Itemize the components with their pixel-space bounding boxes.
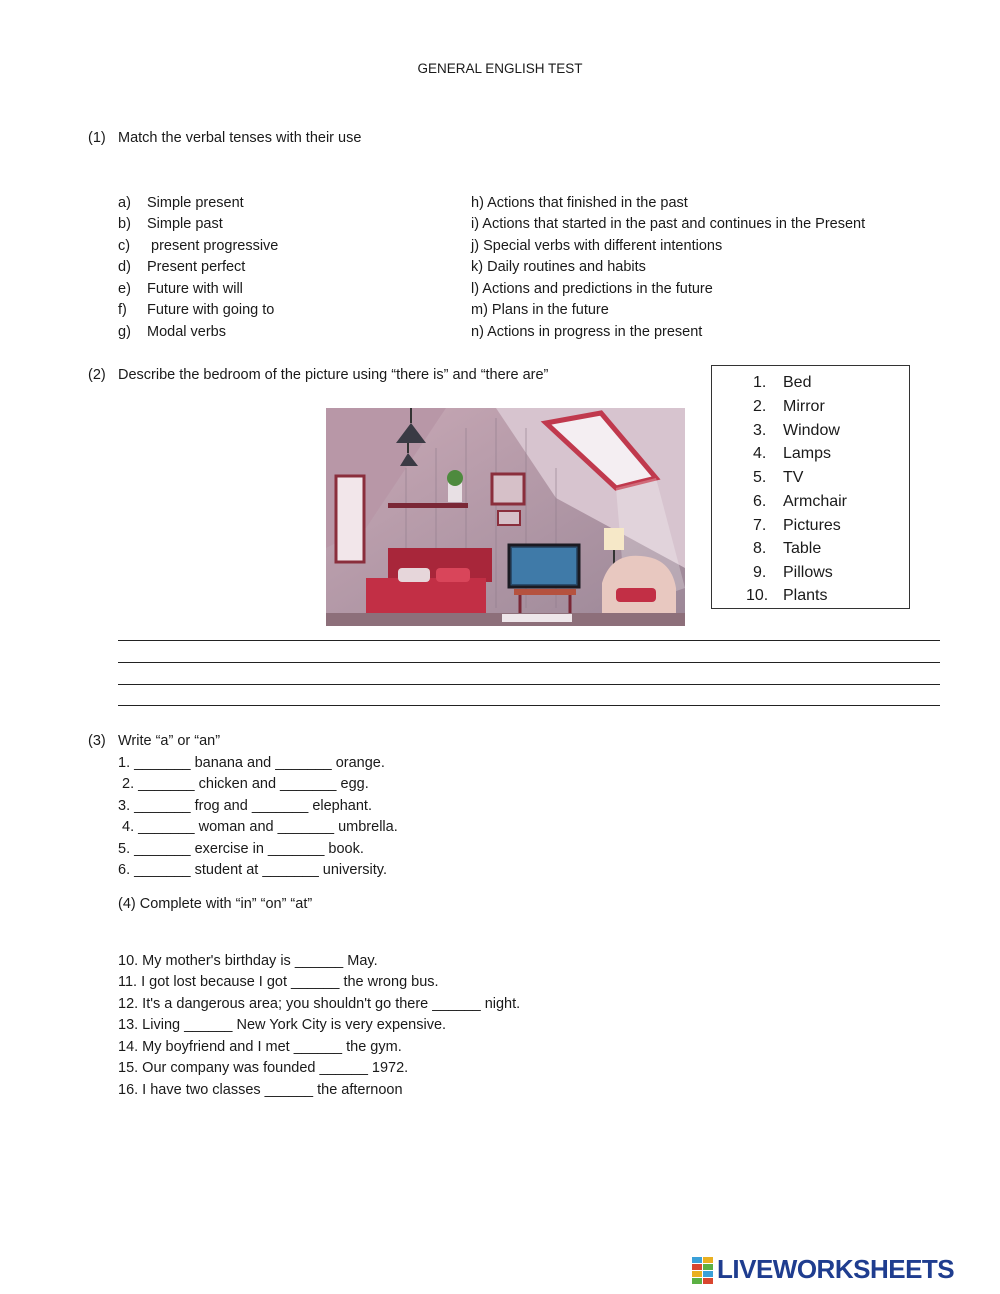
tense-item (118, 300, 274, 320)
item-text: Future with going to (147, 302, 275, 318)
rug (502, 614, 572, 622)
preposition-item[interactable]: 14. My boyfriend and I met ______ the gym. (118, 1039, 402, 1055)
mirror (336, 476, 364, 562)
use-item: i) Actions that started in the past and continues in the Present (471, 216, 866, 232)
vocab-item (753, 491, 847, 513)
vocab-word: Mirror (783, 398, 825, 415)
item-text: Simple present (147, 195, 244, 211)
item-letter: f) (118, 302, 127, 318)
item-text: present progressive (147, 238, 279, 254)
vocabulary-box (711, 365, 910, 609)
item-text: Simple past (147, 216, 223, 232)
vocab-number: 4. (753, 445, 767, 462)
q1-number: (1) (88, 130, 106, 146)
item-letter: d) (118, 259, 131, 275)
q4-instruction: (4) Complete with “in” “on” “at” (118, 896, 313, 912)
vocab-number: 7. (753, 517, 767, 534)
vocab-word: Pillows (783, 564, 833, 581)
q1-instruction: Match the verbal tenses with their use (118, 130, 362, 146)
answer-line[interactable] (118, 705, 940, 706)
bedroom-illustration (326, 408, 685, 626)
pillow (398, 568, 430, 582)
answer-line[interactable] (118, 684, 940, 685)
bed (366, 578, 486, 618)
vocab-word: Window (783, 422, 840, 439)
use-item: j) Special verbs with different intentions (471, 238, 723, 254)
preposition-item[interactable]: 11. I got lost because I got ______ the wrong bus. (118, 974, 439, 990)
answer-line[interactable] (118, 662, 940, 663)
article-item[interactable]: 4. _______ woman and _______ umbrella. (118, 819, 398, 835)
tv-screen (512, 548, 576, 584)
page-title: GENERAL ENGLISH TEST (417, 61, 583, 76)
q3-number: (3) (88, 733, 106, 749)
vocab-word: Pictures (783, 517, 841, 534)
q3-instruction: Write “a” or “an” (118, 733, 221, 749)
article-item[interactable]: 3. _______ frog and _______ elephant. (118, 798, 372, 814)
use-item: n) Actions in progress in the present (471, 324, 703, 340)
tense-item (118, 214, 223, 234)
liveworksheets-brand: LIVEWORKSHEETS (717, 1254, 955, 1284)
q2-instruction: Describe the bedroom of the picture using “there is” and “there are” (118, 367, 549, 383)
vocab-number: 10. (746, 587, 769, 604)
vocab-word: Bed (783, 374, 812, 391)
vocab-item (753, 515, 841, 537)
picture-frame (498, 511, 520, 525)
item-letter: b) (118, 216, 131, 232)
vocab-word: Lamps (783, 445, 832, 462)
vocab-word: Armchair (783, 493, 848, 510)
vocab-number: 9. (753, 564, 767, 581)
vocab-item (746, 585, 827, 607)
item-letter: a) (118, 195, 131, 211)
article-item[interactable]: 1. _______ banana and _______ orange. (118, 755, 385, 771)
table (514, 589, 576, 595)
item-text: Modal verbs (147, 324, 226, 340)
vocab-word: Plants (783, 587, 828, 604)
picture-frame (492, 474, 524, 504)
item-text: Present perfect (147, 259, 246, 275)
vocab-number: 1. (753, 374, 767, 391)
item-letter: e) (118, 281, 131, 297)
item-text: Future with will (147, 281, 243, 297)
floor-lamp-shade (604, 528, 624, 550)
preposition-item[interactable]: 12. It's a dangerous area; you shouldn't go there ______ night. (118, 996, 521, 1012)
vocab-item (753, 420, 840, 442)
vocab-item (753, 443, 831, 465)
article-item[interactable]: 2. _______ chicken and _______ egg. (118, 776, 369, 792)
vocab-number: 5. (753, 469, 767, 486)
answer-line[interactable] (118, 640, 940, 641)
armchair-pillow (616, 588, 656, 602)
vocab-item (753, 562, 833, 584)
preposition-item[interactable]: 15. Our company was founded ______ 1972. (118, 1060, 409, 1076)
pillow (436, 568, 470, 582)
vocab-item (753, 372, 811, 394)
use-item: l) Actions and predictions in the future (471, 281, 713, 297)
preposition-item[interactable]: 10. My mother's birthday is ______ May. (118, 953, 378, 969)
tense-item (118, 193, 244, 213)
use-item: m) Plans in the future (471, 302, 609, 318)
use-item: k) Daily routines and habits (471, 259, 646, 275)
use-item: h) Actions that finished in the past (471, 195, 688, 211)
vocab-number: 2. (753, 398, 767, 415)
liveworksheets-logo-icon (692, 1257, 714, 1285)
article-item[interactable]: 6. _______ student at _______ university. (118, 862, 387, 878)
tense-item (118, 322, 226, 342)
q2-number: (2) (88, 367, 106, 383)
vocab-word: Table (783, 540, 822, 557)
vocab-word: TV (783, 469, 804, 486)
preposition-item[interactable]: 16. I have two classes ______ the afternoon (118, 1082, 403, 1098)
vocab-item (753, 538, 821, 560)
vocab-number: 6. (753, 493, 767, 510)
tense-item (118, 279, 243, 299)
vocab-item (753, 467, 803, 489)
tense-item (118, 257, 245, 277)
item-letter: g) (118, 324, 131, 340)
vocab-number: 3. (753, 422, 767, 439)
vocab-number: 8. (753, 540, 767, 557)
preposition-item[interactable]: 13. Living ______ New York City is very expensive. (118, 1017, 447, 1033)
item-letter: c) (118, 238, 131, 254)
article-item[interactable]: 5. _______ exercise in _______ book. (118, 841, 364, 857)
vocab-item (753, 396, 825, 418)
tense-item (118, 236, 278, 256)
plant (447, 470, 463, 486)
shelf (388, 503, 468, 508)
